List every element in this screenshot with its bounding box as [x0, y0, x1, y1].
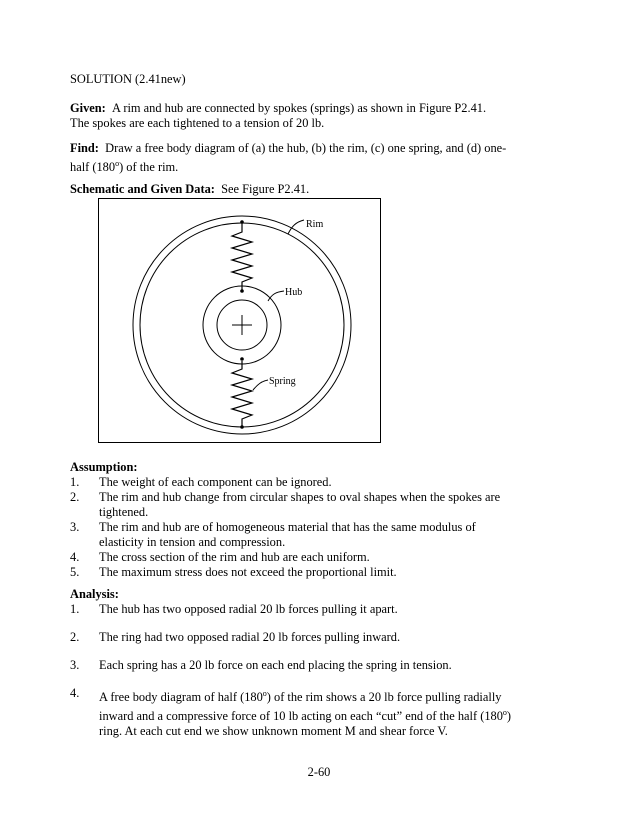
- analysis-item: 2. The ring had two opposed radial 20 lb forces pulling inward.: [70, 630, 401, 644]
- find-line-1: Draw a free body diagram of (a) the hub, (b) the rim, (c) one spring, and (d) one-: [105, 141, 507, 155]
- hub-leader-line: [268, 291, 284, 301]
- analysis-label: Analysis:: [70, 587, 119, 601]
- given-section: [70, 101, 570, 131]
- assumption-item: 1. The weight of each component can be ignored.: [70, 475, 332, 489]
- analysis-item: 1. The hub has two opposed radial 20 lb forces pulling it apart.: [70, 602, 398, 616]
- analysis-item: 3. Each spring has a 20 lb force on each end placing the spring in tension.: [70, 658, 452, 672]
- find-line-2: half (180$^o$) of the rim.: [70, 159, 179, 175]
- assumption-item: 5. The maximum stress does not exceed the proportional limit.: [70, 565, 397, 579]
- figure-p2-41: [98, 198, 381, 443]
- hub-center-cross: [232, 315, 252, 335]
- top-spring: [232, 223, 252, 290]
- find-section: [70, 141, 570, 175]
- schematic-text: See Figure P2.41.: [221, 182, 310, 196]
- given-label: Given:: [70, 101, 106, 115]
- schematic-label: Schematic and Given Data:: [70, 182, 215, 196]
- figure-frame: [99, 199, 381, 443]
- given-line-1: A rim and hub are connected by spokes (springs) as shown in Figure P2.41.: [112, 101, 487, 115]
- find-label: Find:: [70, 141, 99, 155]
- assumption-item: 3. The rim and hub are of homogeneous material that has the same modulus of elasticity in tension and compression.: [70, 520, 476, 549]
- assumption-section: [70, 460, 570, 580]
- given-line-2: The spokes are each tightened to a tension of 20 lb.: [70, 116, 325, 130]
- assumption-item: 2. The rim and hub change from circular shapes to oval shapes when the spokes are tightened.: [70, 490, 501, 519]
- hub-label: Hub: [285, 287, 303, 298]
- analysis-item: 4. A free body diagram of half (180$^o$) of the rim shows a 20 lb force pulling radially inward and a compressive force of 10 lb acting on each “cut” end of the half (180$^o$) ring. At each cut end we show unknown moment M and shear force V.: [70, 686, 512, 739]
- assumption-item: 4. The cross section of the rim and hub are each uniform.: [70, 550, 370, 564]
- assumption-label: Assumption:: [70, 460, 138, 474]
- schematic-heading: [70, 182, 570, 197]
- solution-title: SOLUTION (2.41new): [70, 72, 186, 86]
- bottom-spring: [232, 361, 252, 427]
- analysis-section: [70, 587, 570, 752]
- rim-label: Rim: [306, 219, 324, 230]
- spring-label: Spring: [269, 376, 296, 387]
- page-number: 2-60: [307, 765, 331, 779]
- spring-leader-line: [253, 380, 268, 390]
